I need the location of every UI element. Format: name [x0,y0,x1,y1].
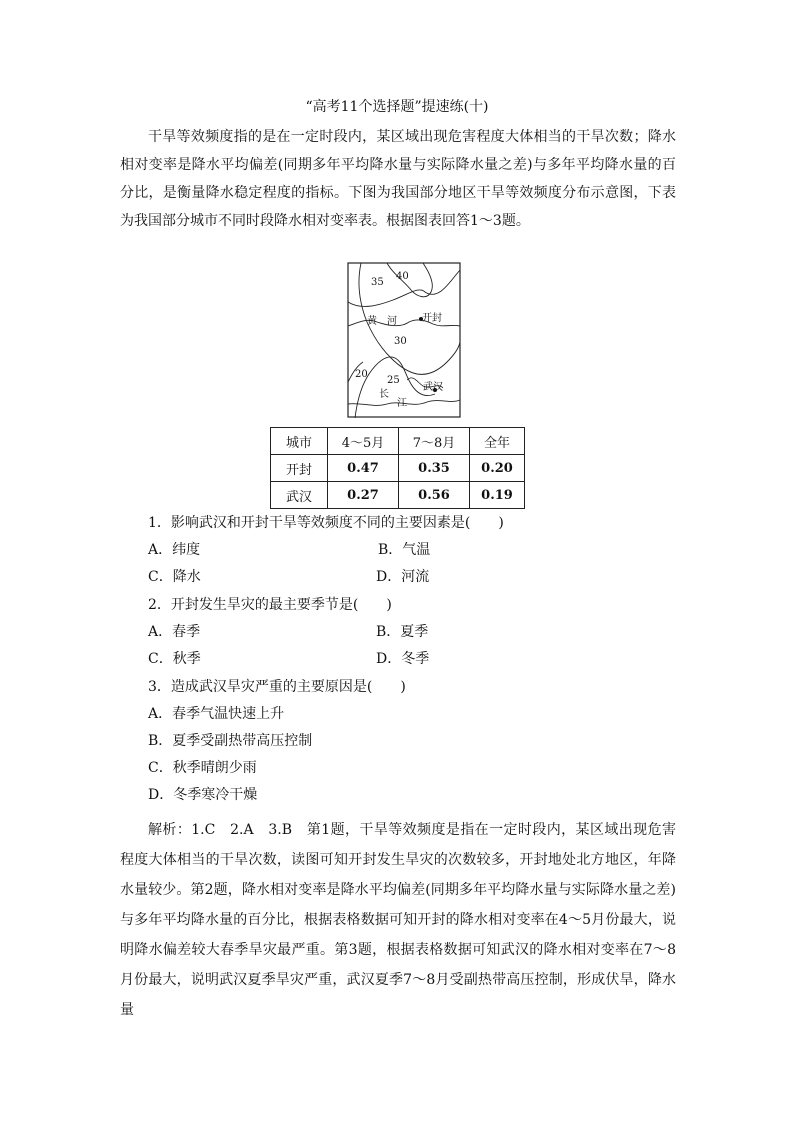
question-2-option-d: D．冬季 [376,651,430,667]
question-1-option-d: D．河流 [376,569,430,585]
label-he: 河 [387,316,397,327]
question-2-option-b: B．夏季 [376,624,429,640]
question-3-option-c: C．秋季晴朗少雨 [148,760,257,776]
question-1-option-b: B．气温 [378,542,431,558]
drought-frequency-map [347,262,461,418]
table-cell: 0.27 [328,482,399,509]
yellow-river-line [348,320,460,326]
label-30: 30 [394,336,407,347]
map-svg [347,262,461,418]
answer-explanation: 解析：1.C 2.A 3.B 第1题，干旱等效频度是指在一定时段内，某区域出现危害程度大体相当的干旱次数，读图可知开封发生旱灾的次数较多，开封地处北方地区，年降水量较少。第2题，降水相对变率是降水平均偏差(同期多年平均降水量与实际降水量之差)与多年平均降水量的百分比，根据表格数据可知开封的降水相对变率在4～5月份最大，说明降水偏差较大春季旱灾最严重。第3题，根据表格数据可知武汉的降水相对变率在7～8月份最大，说明武汉夏季旱灾严重，武汉夏季7～8月受副热带高压控制，形成伏旱，降水量 [120,822,676,1018]
question-3-option-d: D．冬季寒冷干燥 [148,787,258,803]
question-2-option-c: C．秋季 [148,651,201,667]
label-jiang: 江 [397,398,407,409]
label-20: 20 [355,369,368,380]
label-kaifeng: 开封 [422,313,442,324]
question-1-option-c: C．降水 [148,569,201,585]
table-row [271,455,525,482]
label-25: 25 [387,375,400,386]
label-huang: 黄 [367,316,377,327]
table-cell: 0.47 [328,455,399,482]
question-3-option-b: B．夏季受副热带高压控制 [148,733,313,749]
table-row [271,482,525,509]
table-header-cell: 城市 [271,428,328,455]
table-cell: 0.35 [399,455,470,482]
table-cell: 0.19 [470,482,525,509]
table-header-cell: 全年 [470,428,525,455]
question-2-option-a: A．春季 [148,624,201,640]
intro-paragraph: 干旱等效频度指的是在一定时段内，某区域出现危害程度大体相当的干旱次数；降水相对变率是降水平均偏差(同期多年平均降水量与实际降水量之差)与多年平均降水量的百分比，是衡量降水稳定程度的指标。下图为我国部分地区干旱等效频度分布示意图，下表为我国部分城市不同时段降水相对变率表。根据图表回答1～3题。 [120,129,676,229]
precipitation-variability-table [270,427,525,509]
question-1-option-a: A．纬度 [148,542,201,558]
label-40: 40 [396,271,409,282]
table-header-row [271,428,525,455]
label-wuhan: 武汉 [423,382,443,393]
question-3-stem: 3．造成武汉旱灾严重的主要原因是( ) [148,679,406,695]
label-chang: 长 [379,389,389,400]
question-1-stem: 1．影响武汉和开封干旱等效频度不同的主要因素是( ) [148,515,504,531]
question-2-stem: 2．开封发生旱灾的最主要季节是( ) [148,597,392,613]
table-header-cell: 7～8月 [399,428,470,455]
page-title: “高考11个选择题”提速练(十) [305,99,489,115]
table-cell: 0.20 [470,455,525,482]
table-header-cell: 4～5月 [328,428,399,455]
isoline-40 [387,263,432,297]
table-cell: 0.56 [399,482,470,509]
label-35: 35 [371,277,384,288]
table-cell-city: 开封 [271,455,328,482]
table-cell-city: 武汉 [271,482,328,509]
question-3-option-a: A．春季气温快速上升 [148,706,285,722]
